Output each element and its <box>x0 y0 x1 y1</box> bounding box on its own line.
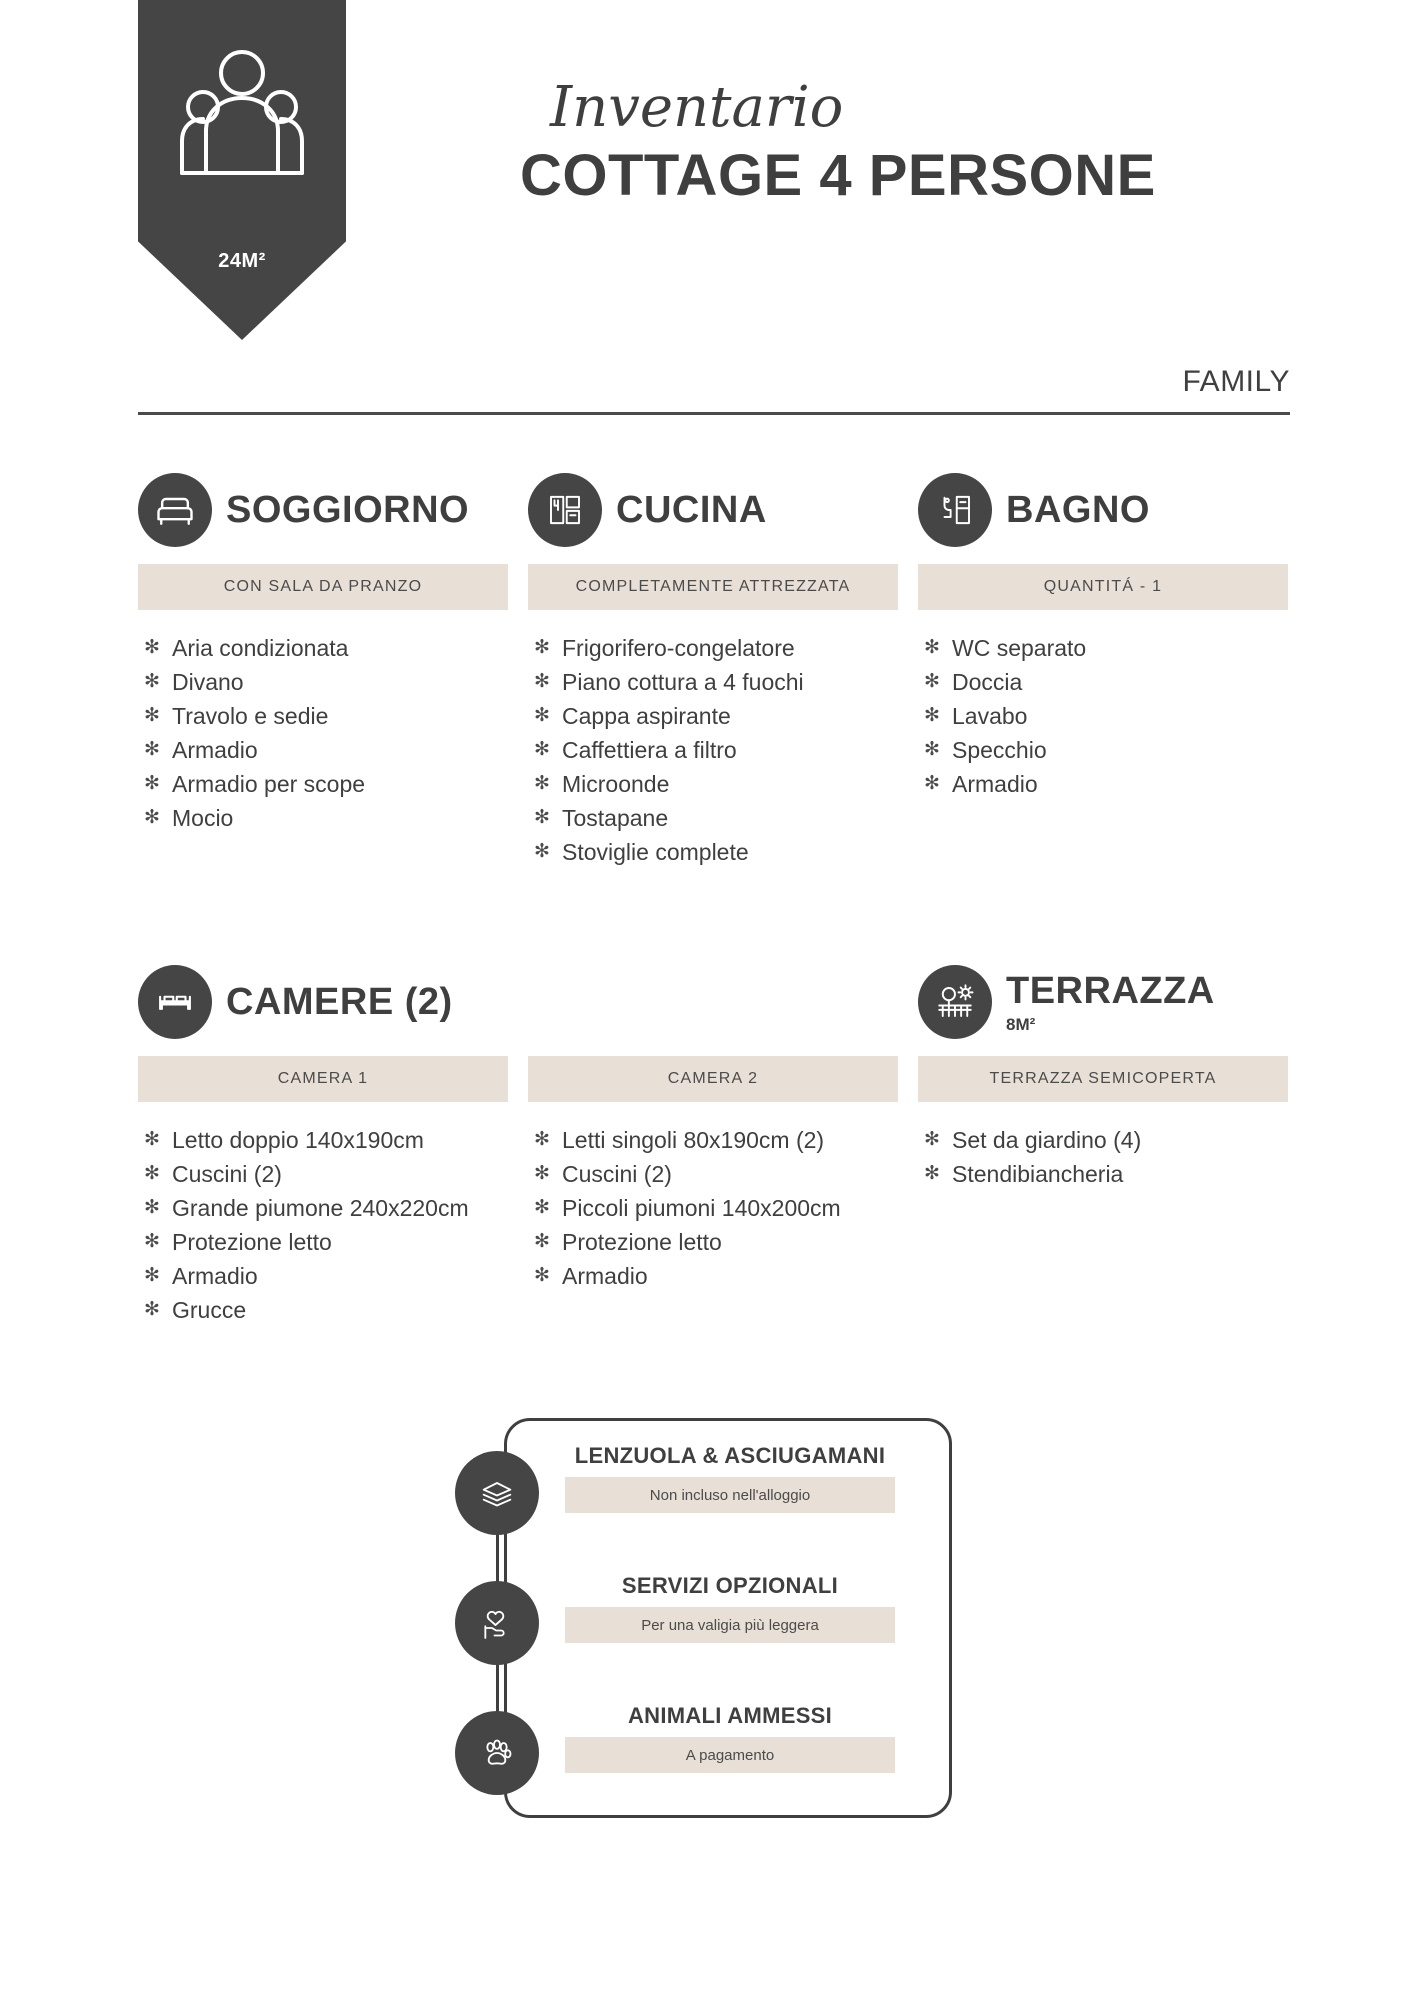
list-item <box>138 734 508 766</box>
item-label: Specchio <box>952 737 1047 763</box>
section-items <box>528 1124 898 1292</box>
list-item <box>918 734 1288 766</box>
section-title: TERRAZZA <box>1006 969 1215 1012</box>
section-terrazza <box>918 962 1288 1328</box>
section-tag: CAMERA 1 <box>138 1056 508 1102</box>
bullet-icon: ✻ <box>924 1129 940 1150</box>
bullet-icon: ✻ <box>534 1265 550 1286</box>
bullet-icon: ✻ <box>924 1163 940 1184</box>
item-label: Divano <box>172 669 244 695</box>
bullet-icon: ✻ <box>924 773 940 794</box>
bathroom-icon <box>918 473 992 547</box>
list-item <box>138 1124 508 1156</box>
item-label: Caffettiera a filtro <box>562 737 737 763</box>
list-item <box>138 632 508 664</box>
extras-text <box>565 1573 895 1643</box>
terrace-icon <box>918 965 992 1039</box>
extras-title: ANIMALI AMMESSI <box>627 1703 833 1728</box>
list-item <box>138 802 508 834</box>
family-label: FAMILY <box>1182 365 1290 398</box>
section-cucina <box>528 470 898 870</box>
section-header <box>918 962 1288 1042</box>
bullet-icon: ✻ <box>534 1163 550 1184</box>
item-label: Mocio <box>172 805 234 831</box>
item-label: Grande piumone 240x220cm <box>172 1195 469 1221</box>
bullet-icon: ✻ <box>534 705 550 726</box>
list-item <box>138 1158 508 1190</box>
sections-grid <box>138 470 1290 1328</box>
section-items <box>138 632 508 834</box>
section-camera-2 <box>528 962 898 1328</box>
item-label: Armadio per scope <box>172 771 366 797</box>
item-label: Armadio <box>562 1263 648 1289</box>
list-item <box>138 700 508 732</box>
item-label: Microonde <box>562 771 670 797</box>
item-label: WC separato <box>952 635 1087 661</box>
title-block <box>520 75 1320 209</box>
item-label: Letti singoli 80x190cm (2) <box>562 1127 825 1153</box>
bullet-icon: ✻ <box>144 671 160 692</box>
item-label: Frigorifero-congelatore <box>562 635 795 661</box>
bullet-icon: ✻ <box>534 637 550 658</box>
item-label: Letto doppio 140x190cm <box>172 1127 424 1153</box>
item-label: Piccoli piumoni 140x200cm <box>562 1195 841 1221</box>
size-badge <box>138 0 346 340</box>
bullet-icon: ✻ <box>924 739 940 760</box>
item-label: Cuscini (2) <box>172 1161 282 1187</box>
section-tag: CON SALA DA PRANZO <box>138 564 508 610</box>
bullet-icon: ✻ <box>144 705 160 726</box>
bullet-icon: ✻ <box>144 1163 160 1184</box>
list-item <box>528 1260 898 1292</box>
item-label: Piano cottura a 4 fuochi <box>562 669 804 695</box>
hand-heart-icon <box>455 1581 539 1665</box>
section-title: SOGGIORNO <box>226 488 470 531</box>
section-header <box>528 470 898 550</box>
list-item <box>528 700 898 732</box>
section-tag: COMPLETAMENTE ATTREZZATA <box>528 564 898 610</box>
bullet-icon: ✻ <box>144 1299 160 1320</box>
family-icon <box>176 45 308 195</box>
list-item <box>528 734 898 766</box>
item-label: Armadio <box>172 1263 258 1289</box>
item-label: Tostapane <box>562 805 669 831</box>
item-label: Lavabo <box>952 703 1028 729</box>
list-item <box>138 1226 508 1258</box>
section-tag: TERRAZZA SEMICOPERTA <box>918 1056 1288 1102</box>
extras-title: LENZUOLA & ASCIUGAMANI <box>574 1443 886 1468</box>
sections-row-1 <box>138 470 1290 870</box>
bullet-icon: ✻ <box>144 807 160 828</box>
list-item <box>918 700 1288 732</box>
section-tag: CAMERA 2 <box>528 1056 898 1102</box>
item-label: Armadio <box>172 737 258 763</box>
list-item <box>918 1124 1288 1156</box>
section-title: BAGNO <box>1006 488 1150 531</box>
item-label: Grucce <box>172 1297 247 1323</box>
item-label: Stoviglie complete <box>562 839 749 865</box>
bullet-icon: ✻ <box>924 671 940 692</box>
extras-text <box>565 1443 895 1513</box>
kitchen-icon <box>528 473 602 547</box>
list-item <box>918 1158 1288 1190</box>
bullet-icon: ✻ <box>534 739 550 760</box>
section-items <box>138 1124 508 1326</box>
bullet-icon: ✻ <box>144 773 160 794</box>
list-item <box>528 768 898 800</box>
list-item <box>138 768 508 800</box>
item-label: Protezione letto <box>562 1229 722 1255</box>
item-label: Stendibiancheria <box>952 1161 1124 1187</box>
bullet-icon: ✻ <box>144 1197 160 1218</box>
bullet-icon: ✻ <box>534 1197 550 1218</box>
header-divider <box>138 412 1290 415</box>
bullet-icon: ✻ <box>534 1129 550 1150</box>
page-title: COTTAGE 4 PERSONE <box>520 143 1156 208</box>
list-item <box>528 802 898 834</box>
list-item <box>528 836 898 868</box>
item-label: Cuscini (2) <box>562 1161 672 1187</box>
list-item <box>138 1260 508 1292</box>
bullet-icon: ✻ <box>924 637 940 658</box>
extras-row-services <box>455 1573 875 1683</box>
list-item <box>528 1226 898 1258</box>
item-label: Travolo e sedie <box>172 703 329 729</box>
section-header <box>918 470 1288 550</box>
bullet-icon: ✻ <box>924 705 940 726</box>
bullet-icon: ✻ <box>144 1265 160 1286</box>
bullet-icon: ✻ <box>534 671 550 692</box>
bullet-icon: ✻ <box>144 637 160 658</box>
item-label: Protezione letto <box>172 1229 332 1255</box>
section-items <box>528 632 898 868</box>
bullet-icon: ✻ <box>144 1231 160 1252</box>
sections-row-2 <box>138 962 1290 1328</box>
list-item <box>528 632 898 664</box>
page-header <box>0 0 1414 398</box>
list-item <box>528 1158 898 1190</box>
badge-size-label: 24M² <box>218 250 266 272</box>
extras-title: SERVIZI OPZIONALI <box>621 1573 839 1598</box>
section-header <box>138 962 508 1042</box>
extras-row-linens <box>455 1443 886 1553</box>
section-header <box>138 470 508 550</box>
bed-icon <box>138 965 212 1039</box>
section-soggiorno <box>138 470 508 870</box>
section-bagno <box>918 470 1288 870</box>
extras-card <box>504 1418 952 1818</box>
list-item <box>528 666 898 698</box>
item-label: Aria condizionata <box>172 635 349 661</box>
section-title: CUCINA <box>616 488 767 531</box>
section-header-spacer <box>528 962 898 1042</box>
section-camere <box>138 962 508 1328</box>
section-tag: QUANTITÁ - 1 <box>918 564 1288 610</box>
bullet-icon: ✻ <box>534 773 550 794</box>
section-subtitle: 8M² <box>1006 1014 1036 1034</box>
section-items <box>918 1124 1288 1190</box>
list-item <box>918 768 1288 800</box>
bullet-icon: ✻ <box>534 1231 550 1252</box>
section-items <box>918 632 1288 800</box>
armchair-icon <box>138 473 212 547</box>
item-label: Set da giardino (4) <box>952 1127 1142 1153</box>
extras-note: Per una valigia più leggera <box>565 1607 895 1643</box>
extras-row-pets <box>455 1703 875 1813</box>
extras-note: Non incluso nell'alloggio <box>565 1477 895 1513</box>
bullet-icon: ✻ <box>534 841 550 862</box>
extras-note: A pagamento <box>565 1737 895 1773</box>
list-item <box>918 632 1288 664</box>
bullet-icon: ✻ <box>144 1129 160 1150</box>
list-item <box>138 1294 508 1326</box>
paw-icon <box>455 1711 539 1795</box>
item-label: Armadio <box>952 771 1038 797</box>
section-title: CAMERE (2) <box>226 980 453 1023</box>
bullet-icon: ✻ <box>144 739 160 760</box>
item-label: Doccia <box>952 669 1023 695</box>
item-label: Cappa aspirante <box>562 703 731 729</box>
list-item <box>138 1192 508 1224</box>
list-item <box>918 666 1288 698</box>
list-item <box>528 1124 898 1156</box>
bullet-icon: ✻ <box>534 807 550 828</box>
list-item <box>528 1192 898 1224</box>
list-item <box>138 666 508 698</box>
extras-text <box>565 1703 895 1773</box>
script-title: Inventario <box>550 75 844 140</box>
linens-icon <box>455 1451 539 1535</box>
